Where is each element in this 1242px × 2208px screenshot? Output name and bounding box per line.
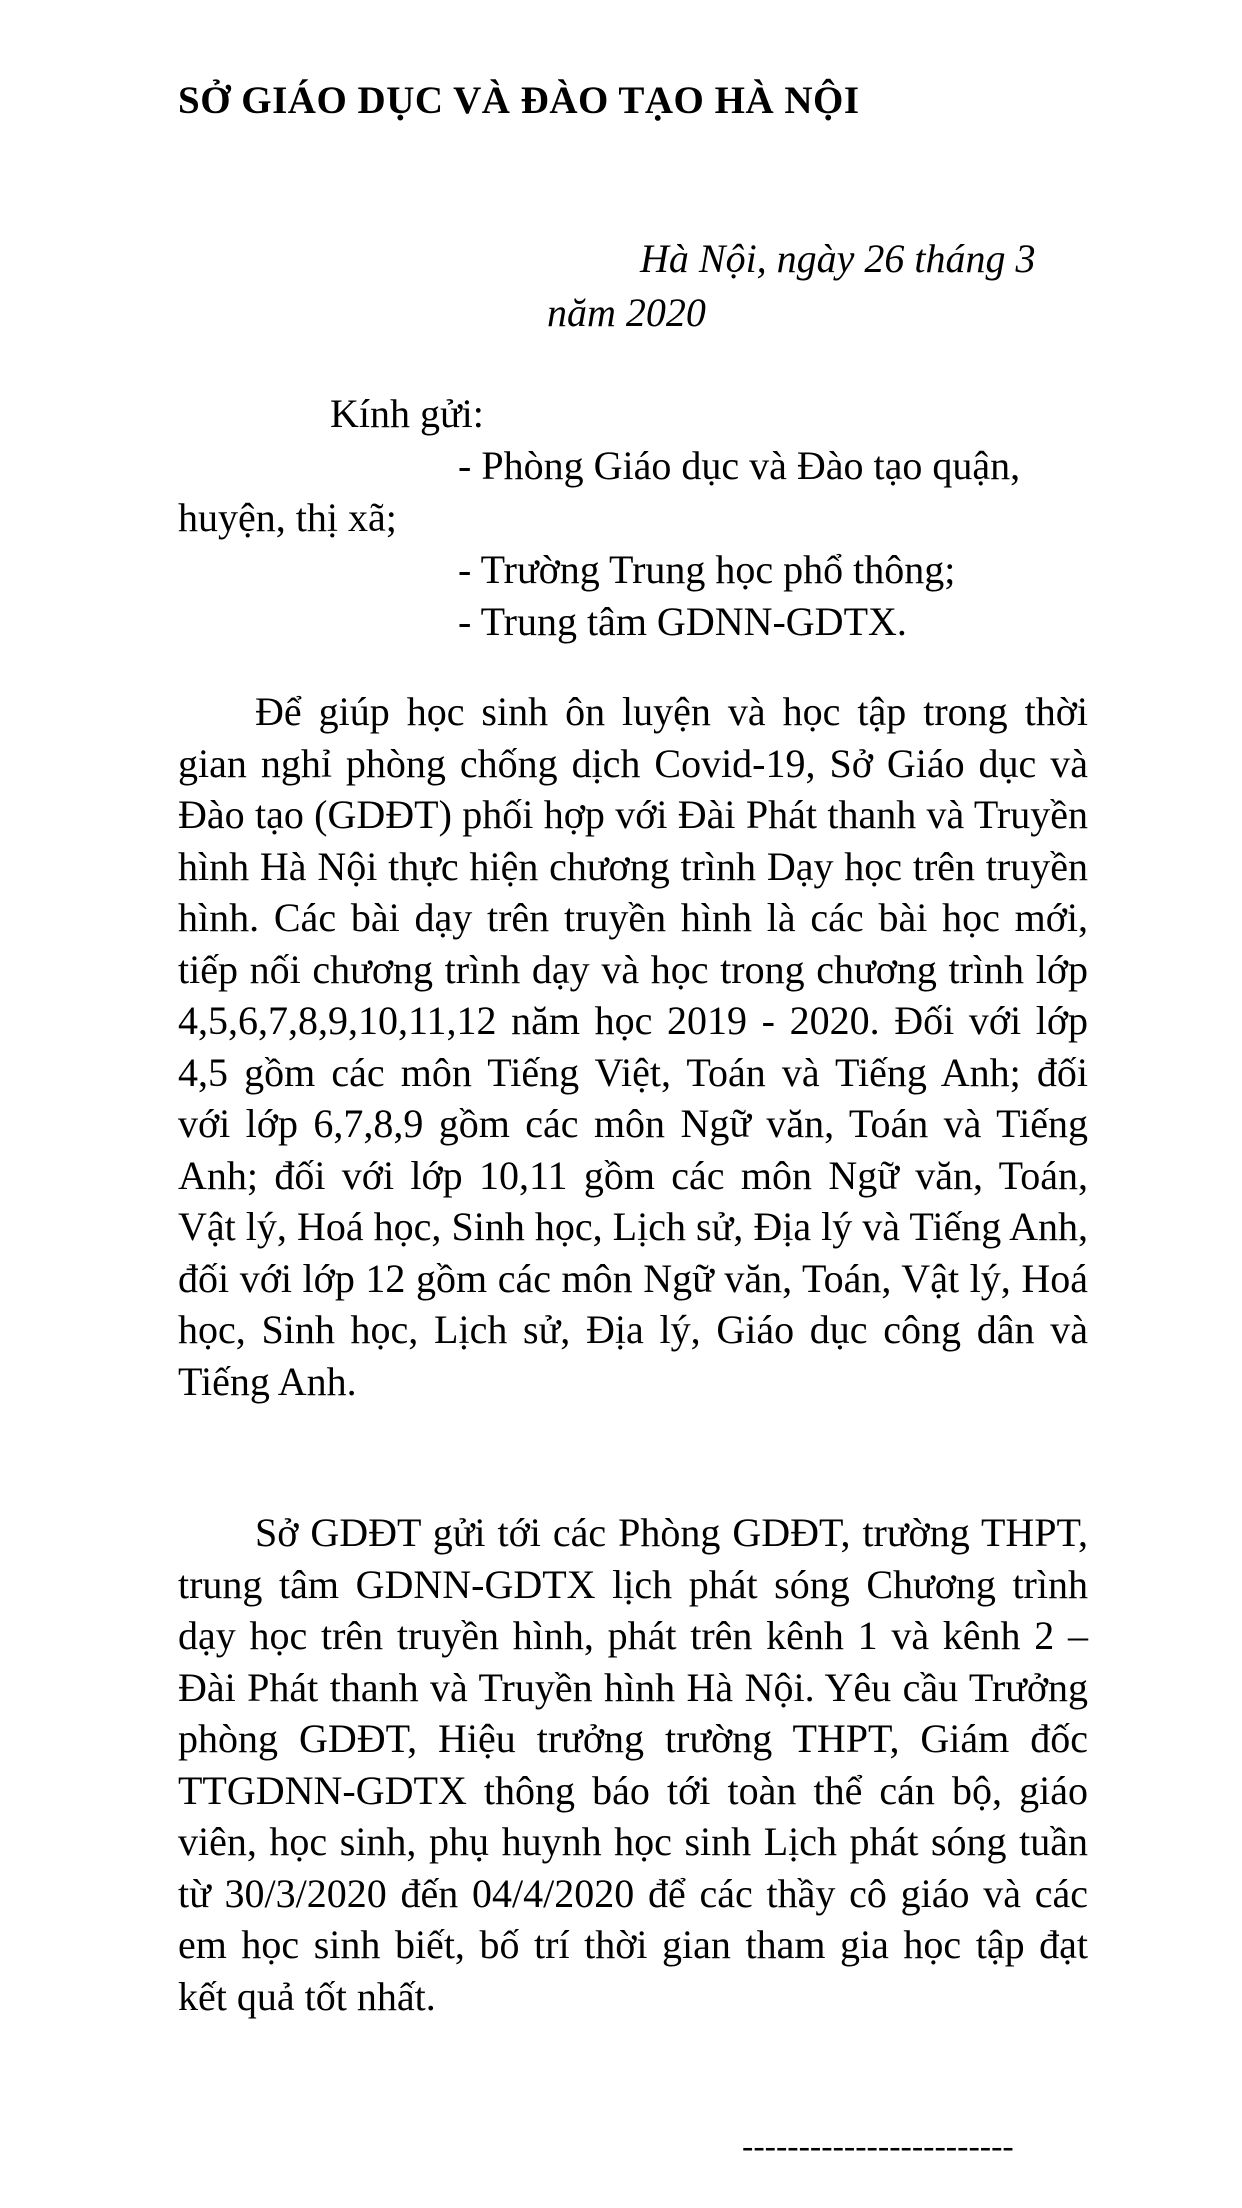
recipient-item: - Trung tâm GDNN-GDTX. [458, 599, 907, 644]
issuing-organization: SỞ GIÁO DỤC VÀ ĐÀO TẠO HÀ NỘI [178, 79, 860, 122]
greeting: Kính gửi: [330, 391, 484, 436]
closing-separator: ------------------------ [742, 2128, 1014, 2165]
recipients-block [178, 388, 1071, 648]
date-line: Hà Nội, ngày 26 tháng 3 năm 2020 [547, 236, 1036, 335]
body-paragraph: Sở GDĐT gửi tới các Phòng GDĐT, trường THPT, trung tâm GDNN-GDTX lịch phát sóng Chương trình dạy học trên truyền hình, phát trên kênh 1 và kênh 2 – Đài Phát thanh và Truyền hình Hà Nội. Yêu cầu Trưởng phòng GDĐT, Hiệu trưởng trường THPT, Giám đốc TTGDNN-GDTX thông báo tới toàn thể cán bộ, giáo viên, học sinh, phụ huynh học sinh Lịch phát sóng tuần từ 30/3/2020 đến 04/4/2020 để các thầy cô giáo và các em học sinh biết, bố trí thời gian tham gia học tập đạt kết quả tốt nhất. [178, 1510, 1088, 2019]
recipient-item: - Trường Trung học phổ thông; [458, 547, 956, 592]
recipient-item: - Phòng Giáo dục và Đào tạo quận, huyện, thị xã; [178, 443, 1021, 540]
body-paragraph: Để giúp học sinh ôn luyện và học tập trong thời gian nghỉ phòng chống dịch Covid-19, Sở Giáo dục và Đào tạo (GDĐT) phối hợp với Đài Phát thanh và Truyền hình Hà Nội thực hiện chương trình Dạy học trên truyền hình. Các bài dạy trên truyền hình là các bài học mới, tiếp nối chương trình dạy và học trong chương trình lớp 4,5,6,7,8,9,10,11,12 năm học 2019 - 2020. Đối với lớp 4,5 gồm các môn Tiếng Việt, Toán và Tiếng Anh; đối với lớp 6,7,8,9 gồm các môn Ngữ văn, Toán và Tiếng Anh; đối với lớp 10,11 gồm các môn Ngữ văn, Toán, Vật lý, Hoá học, Sinh học, Lịch sử, Địa lý và Tiếng Anh, đối với lớp 12 gồm các môn Ngữ văn, Toán, Vật lý, Hoá học, Sinh học, Lịch sử, Địa lý, Giáo dục công dân và Tiếng Anh. [178, 689, 1088, 1404]
